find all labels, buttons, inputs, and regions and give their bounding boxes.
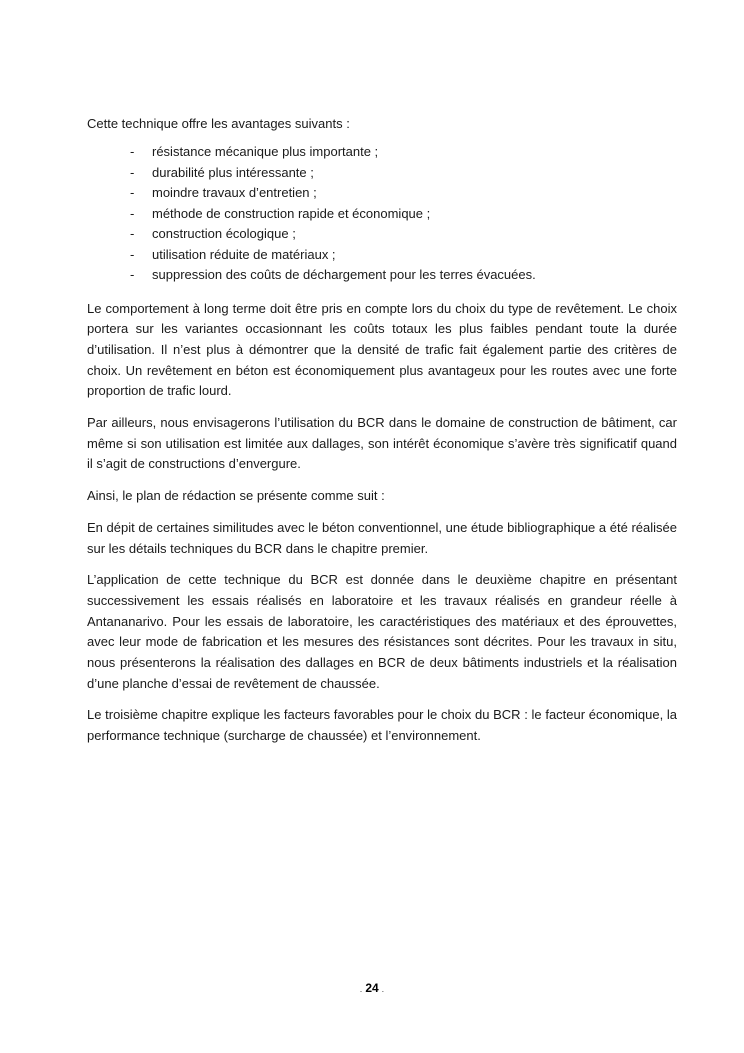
bullet-dash: - [130,226,135,241]
paragraph-chapter-two: L’application de cette technique du BCR est donnée dans le deuxième chapitre en présentant successivement les essais réalisés en laboratoire et les travaux réalisés en grandeur réelle à Antananarivo. Pour les essais de laboratoire, les caractéristiques des matériaux et des éprouvettes, avec leur mode de fabrication et les mesures des résistances sont décrites. Pour les travaux in situ, nous présenterons la réalisation des dallages en BCR de deux bâtiments industriels et la réalisation d’une planche d’essai de revêtement de chaussée. [87,572,677,691]
page-number: 24 [365,981,379,995]
intro-text: Cette technique offre les avantages suivants : [87,116,350,131]
footer-ornament-right: . [381,983,385,994]
document-body [87,114,677,747]
list-item: - utilisation réduite de matériaux ; [87,245,677,266]
list-item: - méthode de construction rapide et économique ; [87,204,677,225]
paragraph-building-use: Par ailleurs, nous envisagerons l’utilisation du BCR dans le domaine de construction de bâtiment, car même si son utilisation est limitée aux dallages, son intérêt économique s’avère très significatif quand il s’agit de constructions d’envergure. [87,415,677,472]
list-item: - suppression des coûts de déchargement pour les terres évacuées. [87,265,677,286]
list-item: - moindre travaux d’entretien ; [87,183,677,204]
paragraph-chapter-three: Le troisième chapitre explique les facteurs favorables pour le choix du BCR : le facteur économique, la performance technique (surcharge de chaussée) et l’environnement. [87,707,677,744]
list-item: - durabilité plus intéressante ; [87,163,677,184]
bullet-dash: - [130,205,135,221]
bullet-dash: - [130,246,135,262]
bullet-dash: - [130,164,135,180]
list-item: - construction écologique ; [87,224,677,245]
bullet-dash: - [130,144,135,159]
footer-ornament-left: . [359,983,363,994]
list-item: - résistance mécanique plus importante ; [87,142,677,163]
advantages-list [87,142,677,286]
page-footer [0,981,744,995]
paragraph-plan-intro: Ainsi, le plan de rédaction se présente comme suit : [87,488,385,504]
bullet-dash: - [130,267,135,282]
paragraph-chapter-one: En dépit de certaines similitudes avec le béton conventionnel, une étude bibliographique a été réalisée sur les détails techniques du BCR dans le chapitre premier. [87,519,677,556]
paragraph-long-term-behavior: Le comportement à long terme doit être pris en compte lors du choix du type de revêtement. Le choix portera sur les variantes occasionnant les coûts totaux les plus faibles pendant toute la durée d’utilisation. Il n’est plus à démontrer que la densité de trafic fait également partie des critères de choix. Un revêtement en béton est économiquement plus avantageux pour les routes avec une forte proportion de trafic lourd. [87,300,677,399]
bullet-dash: - [130,185,135,200]
